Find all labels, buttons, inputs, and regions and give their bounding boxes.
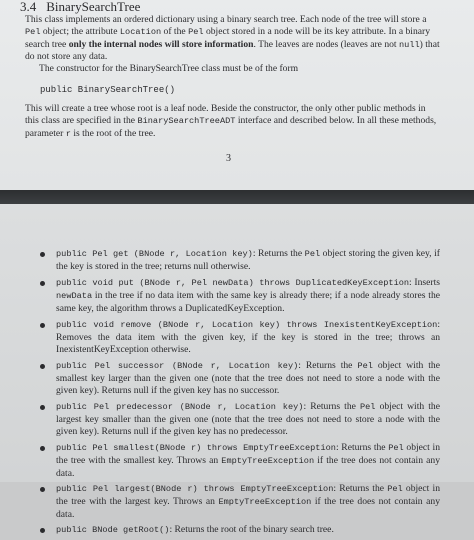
method-item — [40, 483, 440, 520]
method-item — [40, 248, 440, 274]
page-gap — [0, 190, 474, 204]
constructor-note: The constructor for the BinarySearchTree class must be of the form — [39, 63, 299, 75]
code-term: BinarySearchTreeADT — [137, 115, 236, 126]
method-item — [40, 319, 440, 356]
text: This will create a tree whose root is a leaf node. Beside the constructor, the only other public methods in this class are specified in the — [25, 103, 426, 126]
text: : Removes the data item with the given key, if the key is stored in the tree; throws an InexistentKeyException otherwise. — [56, 319, 440, 355]
method-signature: public void put (BNode r, Pel newData) throws DuplicatedKeyException — [56, 278, 410, 289]
section-title: BinarySearchTree — [46, 0, 141, 14]
text: is the root of the tree. — [70, 127, 156, 139]
bullet-icon — [40, 252, 45, 257]
text: object; the attribute — [40, 25, 120, 37]
page-top — [0, 0, 474, 190]
section-number: 3.4 — [20, 0, 37, 14]
code-term: EmptyTreeException — [218, 496, 312, 507]
page-number: 3 — [226, 153, 231, 164]
method-signature: public Pel smallest(BNode r) throws EmptyTreeException — [56, 443, 336, 454]
method-signature: public Pel successor (BNode r, Location key) — [56, 361, 299, 372]
intro-paragraph — [25, 14, 440, 75]
code-term: Pel — [359, 402, 376, 413]
bullet-icon — [40, 323, 45, 328]
text: object stored in a node will be its key attribute. In a binary search tree — [25, 25, 431, 50]
text: : Returns the — [335, 442, 389, 454]
bullet-icon — [40, 281, 45, 286]
text: object in the tree with the largest key. Throws an — [56, 483, 440, 507]
method-signature: public Pel largest(BNode r) throws EmptyTreeException — [56, 484, 334, 495]
text: : Returns the — [333, 483, 388, 495]
code-term: EmptyTreeException — [221, 455, 315, 466]
text: ) that do not store any data. — [25, 38, 440, 63]
bullet-icon — [40, 528, 45, 533]
bullet-icon — [40, 364, 45, 369]
method-item — [40, 401, 440, 438]
code-term: Pel — [304, 249, 321, 259]
bold-text: only the internal nodes will store information — [68, 38, 254, 50]
text: : Returns the — [252, 248, 305, 259]
section-heading — [20, 0, 140, 15]
text: : Returns the root of the binary search tree. — [169, 524, 334, 536]
code-term: Pel — [387, 484, 403, 495]
text: . The leaves are nodes (leaves are not — [253, 38, 399, 50]
text: object storing the given key, if the key is stored in the tree; returns null otherwise. — [56, 248, 440, 272]
methods-intro-paragraph — [25, 103, 440, 140]
text: in the tree if no data item with the same key is already there; if a node already stores the same key, the algorithm throws a DuplicatedKeyException. — [56, 289, 440, 314]
code-term: null — [399, 39, 420, 50]
text: This class implements an ordered dictionary using a binary search tree. Each node of the tree will store a — [25, 14, 427, 25]
bullet-icon — [40, 487, 45, 492]
code-term: newData — [56, 290, 93, 301]
text: of the — [161, 25, 189, 37]
code-term: r — [65, 128, 71, 139]
text: object with the largest key smaller than the given one (note that the tree does not need to store a node with the given key). Returns null if the given key has no predecessor. — [56, 401, 440, 437]
bullet-icon — [40, 446, 45, 451]
method-item — [40, 442, 440, 479]
text: : Returns the — [303, 401, 360, 413]
method-signature: public BNode getRoot() — [56, 525, 170, 536]
method-signature: public void remove (BNode r, Location key) throws InexistentKeyException — [56, 320, 438, 331]
text: if the tree does not contain any data. — [56, 454, 440, 479]
code-term: Location — [119, 26, 162, 37]
code-term: Pel — [188, 26, 204, 37]
code-term: Pel — [388, 443, 404, 454]
text: object with the smallest key larger than the given one (note that the tree does not need to store a node with the given key). Returns null if the given key has no successor. — [56, 360, 440, 396]
method-list — [40, 248, 440, 540]
method-signature: public Pel get (BNode r, Location key) — [56, 249, 253, 259]
text: : Returns the — [298, 360, 358, 372]
bullet-icon — [40, 405, 45, 410]
page-bottom — [0, 204, 474, 536]
method-item — [40, 524, 440, 537]
text: : Inserts — [409, 277, 440, 289]
method-item — [40, 360, 440, 397]
code-term: Pel — [25, 26, 41, 37]
text: interface and described below. In all these methods, parameter — [25, 114, 437, 139]
text: if the tree does not contain any data. — [56, 495, 441, 520]
method-item — [40, 277, 440, 315]
text: object in the tree with the smallest key. Throws an — [56, 442, 440, 466]
method-signature: public Pel predecessor (BNode r, Location key) — [56, 402, 304, 413]
code-term: Pel — [357, 361, 373, 372]
constructor-code: public BinarySearchTree() — [40, 85, 176, 95]
